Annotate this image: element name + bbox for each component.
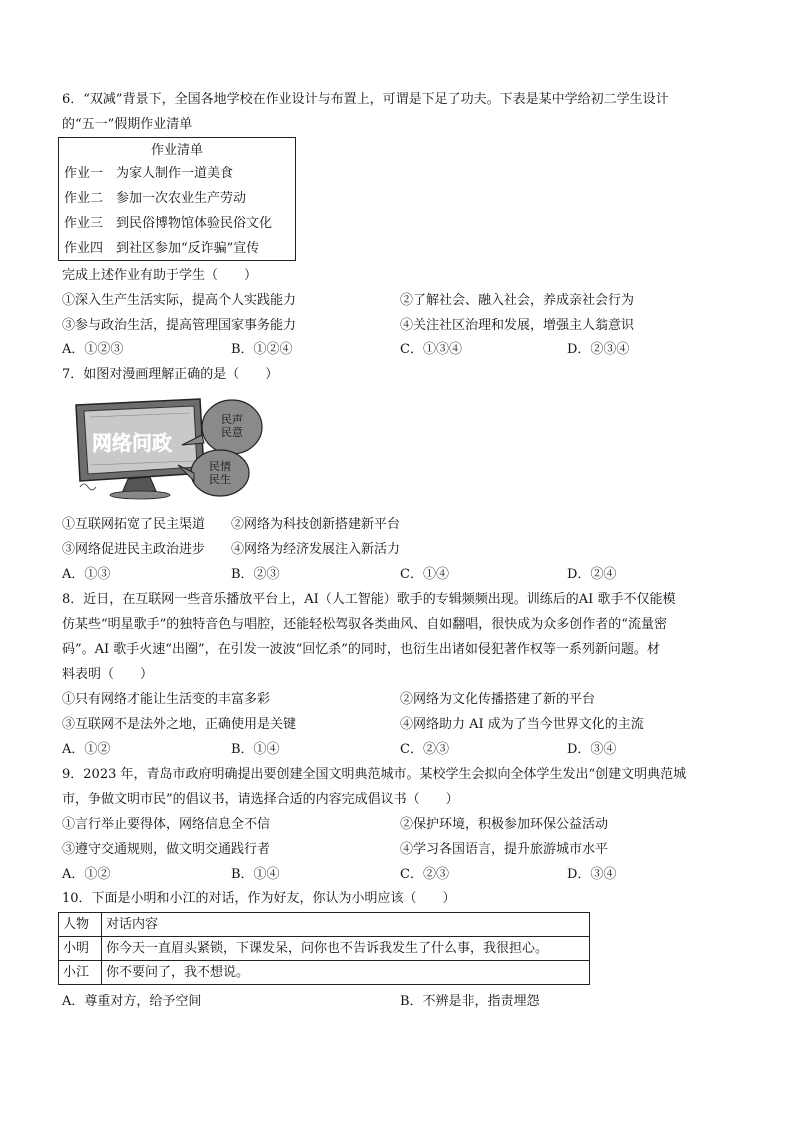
q10-stem: 10．下面是小明和小江的对话，作为好友，你认为小明应该（ ） [62, 891, 456, 906]
q10-choice-b[interactable]: B．不辨是非，指责埋怨 [400, 994, 540, 1009]
speaker-name: 小江 [59, 961, 102, 985]
bubble-1-text-a: 民声民意 [221, 413, 243, 439]
cartoon-screen-text: 网络问政 [92, 431, 172, 455]
q8-stem-line-1: 8．近日，在互联网一些音乐播放平台上，AI（人工智能）歌手的专辑频频出现。训练后的AI 歌手不仅能模 [62, 592, 676, 607]
q9-choice-a[interactable]: A．①② [62, 867, 111, 882]
homework-list-table [58, 137, 296, 261]
q6-stem-line-1: 6．“双减”背景下，全国各地学校在作业设计与布置上，可谓是下足了功夫。下表是某中学给初二学生设计 [62, 92, 669, 107]
q9-statement-4: ④学习各国语言，提升旅游城市水平 [400, 842, 609, 857]
homework-list-title: 作业清单 [150, 143, 203, 158]
q8-choice-d[interactable]: D．③④ [567, 742, 617, 757]
q8-statement-1: ①只有网络才能让生活变的丰富多彩 [62, 692, 271, 707]
cartoon-image [70, 395, 268, 502]
table-row [59, 937, 590, 961]
q7-choice-a[interactable]: A．①③ [62, 567, 111, 582]
table-row [59, 913, 590, 937]
q8-choice-a[interactable]: A．①② [62, 742, 111, 757]
q8-stem-line-2: 仿某些“明星歌手”的独特音色与唱腔，还能轻松驾驭各类曲风、自如翻唱，很快成为众多创作者的“流量密 [62, 617, 667, 632]
q9-choice-b[interactable]: B．①④ [231, 867, 280, 882]
q9-statement-3: ③遵守交通规则，做文明交通践行者 [62, 842, 271, 857]
q8-choice-b[interactable]: B．①④ [231, 742, 280, 757]
homework-row: 作业二 参加一次农业生产劳动 [64, 191, 247, 206]
q6-choice-b[interactable]: B．①②④ [231, 342, 293, 357]
homework-row: 作业一 为家人制作一道美食 [64, 166, 234, 181]
q6-statement-2: ②了解社会、融入社会，养成亲社会行为 [400, 293, 635, 308]
q7-choice-d[interactable]: D．②④ [567, 567, 617, 582]
q10-choice-a[interactable]: A．尊重对方，给予空间 [62, 994, 202, 1009]
q6-statement-3: ③参与政治生活，提高管理国家事务能力 [62, 318, 297, 333]
q7-stem: 7．如图对漫画理解正确的是（ ） [62, 367, 279, 382]
q6-statement-4: ④关注社区治理和发展，增强主人翁意识 [400, 318, 635, 333]
dialogue-text: 你不要问了，我不想说。 [102, 961, 590, 985]
q9-choice-d[interactable]: D．③④ [567, 867, 617, 882]
q8-statement-3: ③互联网不是法外之地，正确使用是关键 [62, 717, 297, 732]
q7-statement-2: ②网络为科技创新搭建新平台 [231, 517, 401, 532]
q9-stem-line-1: 9．2023 年，青岛市政府明确提出要创建全国文明典范城市。某校学生会拟向全体学生发出“创建文明典范城 [62, 767, 687, 782]
q7-choice-c[interactable]: C．①④ [400, 567, 449, 582]
q7-choice-b[interactable]: B．②③ [231, 567, 280, 582]
q8-statement-2: ②网络为文化传播搭建了新的平台 [400, 692, 596, 707]
header-dialogue: 对话内容 [102, 913, 590, 937]
q6-statement-1: ①深入生产生活实际，提高个人实践能力 [62, 293, 297, 308]
q9-choice-c[interactable]: C．②③ [400, 867, 449, 882]
q7-statement-4: ④网络为经济发展注入新活力 [231, 542, 401, 557]
q6-choice-d[interactable]: D．②③④ [567, 342, 630, 357]
table-row [59, 961, 590, 985]
q6-stem-line-2: 的“五一”假期作业清单 [62, 117, 193, 132]
header-person: 人物 [59, 913, 102, 937]
q6-choice-a[interactable]: A．①②③ [62, 342, 124, 357]
q8-stem-line-3: 码”。AI 歌手火速“出圈”，在引发一波波“回忆杀”的同时，也衍生出诸如侵犯著作权等一系列新问题。材 [62, 642, 660, 657]
q7-statement-1: ①互联网拓宽了民主渠道 [62, 517, 206, 532]
speaker-name: 小明 [59, 937, 102, 961]
q7-statement-3: ③网络促进民主政治进步 [62, 542, 206, 557]
homework-row: 作业三 到民俗博物馆体验民俗文化 [64, 216, 273, 231]
dialogue-table [58, 912, 590, 985]
bubble-2-text-a: 民情民生 [209, 460, 231, 486]
q8-choice-c[interactable]: C．②③ [400, 742, 449, 757]
homework-row: 作业四 到社区参加“反诈骗”宣传 [64, 241, 260, 256]
q8-stem-line-4: 料表明（ ） [62, 667, 154, 682]
q6-choice-c[interactable]: C．①③④ [400, 342, 462, 357]
q9-statement-2: ②保护环境，积极参加环保公益活动 [400, 817, 609, 832]
q8-statement-4: ④网络助力 AI 成为了当今世界文化的主流 [400, 717, 644, 732]
q9-statement-1: ①言行举止要得体，网络信息全不信 [62, 817, 271, 832]
q9-stem-line-2: 市，争做文明市民”的倡议书，请选择合适的内容完成倡议书（ ） [62, 792, 459, 807]
q6-question: 完成上述作业有助于学生（ ） [62, 268, 258, 283]
dialogue-text: 你今天一直眉头紧锁，下课发呆，问你也不告诉我发生了什么事，我很担心。 [102, 937, 590, 961]
